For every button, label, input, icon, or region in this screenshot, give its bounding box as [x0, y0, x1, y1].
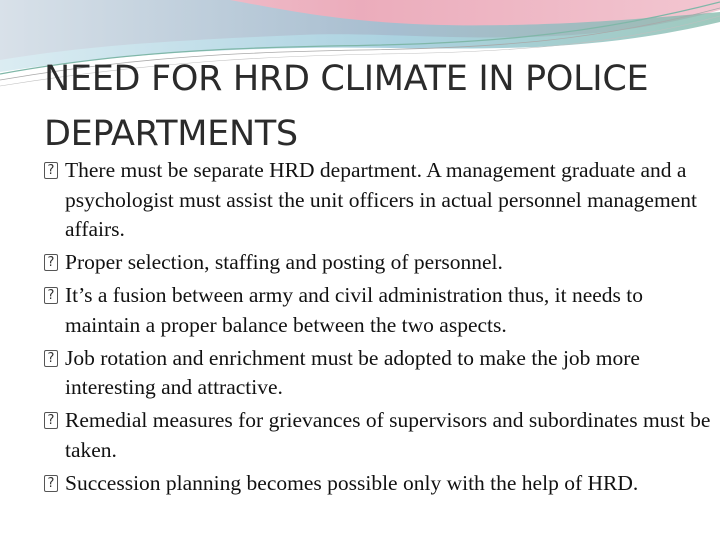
bullet-text: There must be separate HRD department. A management graduate and a psychologist must assist the unit officers in actual personnel management affairs. — [65, 158, 697, 241]
bullet-item — [44, 406, 716, 465]
missing-glyph-icon: ? — [44, 254, 58, 271]
bullet-item — [44, 156, 716, 245]
bullet-text: Succession planning becomes possible only with the help of HRD. — [65, 470, 639, 495]
bullet-item — [44, 281, 716, 340]
bullet-text: Proper selection, staffing and posting of personnel. — [65, 250, 503, 274]
bullet-list — [44, 156, 716, 502]
slide-title: NEED FOR HRD CLIMATE IN POLICE DEPARTMENTS — [44, 59, 649, 154]
missing-glyph-icon: ? — [44, 475, 58, 492]
missing-glyph-icon: ? — [44, 287, 58, 304]
bullet-text: Job rotation and enrichment must be adopted to make the job more interesting and attractive. — [65, 345, 640, 399]
missing-glyph-icon: ? — [44, 162, 58, 179]
bullet-text: It’s a fusion between army and civil administration thus, it needs to maintain a proper balance between the two aspects. — [65, 283, 643, 337]
bullet-item — [44, 344, 716, 403]
missing-glyph-icon: ? — [44, 412, 58, 429]
bullet-text: Remedial measures for grievances of supervisors and subordinates must be taken. — [65, 408, 711, 462]
missing-glyph-icon: ? — [44, 350, 58, 367]
bullet-item — [44, 248, 716, 278]
bullet-item — [44, 469, 716, 499]
